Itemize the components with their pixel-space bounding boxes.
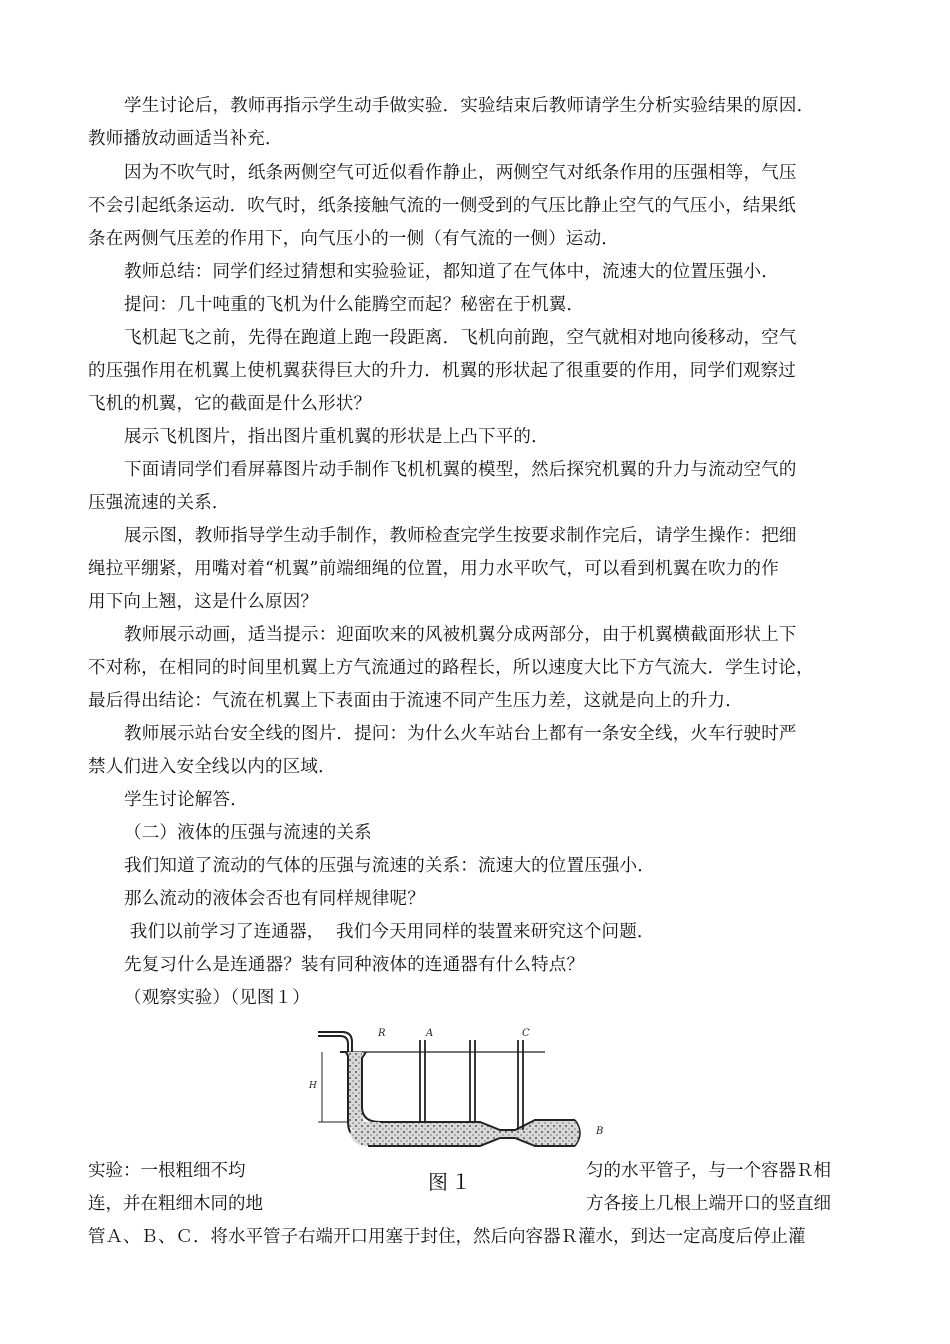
paragraph-line: 禁人们进入安全线以内的区域． [88, 757, 336, 777]
wrapped-text-left: 连，并在粗细木同的地 [88, 1194, 263, 1214]
paragraph-line: 展示图，教师指导学生动手制作，教师检查完学生按要求制作完后，请学生操作：把细 [124, 526, 797, 546]
paragraph-line: 教师展示站台安全线的图片．提问：为什么火车站台上都有一条安全线，火车行驶时严 [124, 724, 797, 744]
paragraph-line: 管Ａ、Ｂ、Ｃ．将水平管子右端开口用塞于封住，然后向容器Ｒ灌水，到达一定高度后停止灌 [88, 1227, 806, 1247]
paragraph-line: 下面请同学们看屏幕图片动手制作飞机机翼的模型，然后探究机翼的升力与流动空气的 [124, 460, 797, 480]
figure-1-connected-vessel-diagram [300, 1022, 645, 1152]
paragraph-line: 条在两侧气压差的作用下，向气压小的一侧（有气流的一侧）运动． [88, 229, 619, 249]
label-h: H [309, 1081, 317, 1091]
paragraph-line: 压强流速的关系． [88, 493, 230, 513]
paragraph-line: 用下向上翘，这是什么原因？ [88, 592, 319, 612]
paragraph-line: 我们以前学习了连通器， 我们今天用同样的装置来研究这个问题． [124, 922, 655, 942]
paragraph-line: 飞机的机翼，它的截面是什么形状？ [88, 394, 372, 414]
figure-caption: 图１ [428, 1170, 474, 1194]
paragraph-line: 教师展示动画，适当提示：迎面吹来的风被机翼分成两部分，由于机翼横截面形状上下 [124, 625, 797, 645]
label-b: B [596, 1126, 604, 1137]
paragraph-line: 先复习什么是连通器？装有同种液体的连通器有什么特点？ [124, 955, 585, 975]
wrapped-text-right: 方各接上几根上端开口的竖直细 [586, 1194, 831, 1214]
paragraph-line: 提问：几十吨重的飞机为什么能腾空而起？秘密在于机翼． [124, 295, 585, 315]
paragraph-line: 学生讨论解答． [124, 790, 248, 810]
paragraph-line: 的压强作用在机翼上使机翼获得巨大的升力．机翼的形状起了很重要的作用，同学们观察过 [88, 361, 796, 381]
paragraph-line: 绳拉平绷紧，用嘴对着“机翼”前端细绳的位置，用力水平吹气，可以看到机翼在吹力的作 [88, 559, 779, 579]
paragraph-line: 不会引起纸条运动．吹气时，纸条接触气流的一侧受到的气压比静止空气的气压小，结果纸 [88, 196, 796, 216]
paragraph-line: 因为不吹气时，纸条两侧空气可近似看作静止，两侧空气对纸条作用的压强相等，气压 [124, 163, 797, 183]
paragraph-line: 教师播放动画适当补充． [88, 129, 283, 149]
paragraph-line: 那么流动的液体会否也有同样规律呢？ [124, 889, 425, 909]
paragraph-line: 最后得出结论：气流在机翼上下表面由于流速不同产生压力差，这就是向上的升力． [88, 691, 743, 711]
paragraph-line: 飞机起飞之前，先得在跑道上跑一段距离．飞机向前跑，空气就相对地向後移动，空气 [124, 328, 797, 348]
section-heading: （二）液体的压强与流速的关系 [124, 823, 372, 843]
label-r: R [378, 1028, 386, 1039]
label-c: C [522, 1028, 530, 1039]
paragraph-line: （观察实验）（见图１） [124, 988, 310, 1008]
paragraph-line: 教师总结：同学们经过猜想和实验验证，都知道了在气体中，流速大的位置压强小． [124, 262, 779, 282]
label-a: A [426, 1028, 434, 1039]
paragraph-line: 学生讨论后，教师再指示学生动手做实验．实验结束后教师请学生分析实验结果的原因． [124, 96, 815, 116]
wrapped-text-left: 实验：一根粗细不均 [88, 1161, 246, 1181]
paragraph-line: 不对称，在相同的时间里机翼上方气流通过的路程长，所以速度大比下方气流大．学生讨论， [88, 658, 814, 678]
paragraph-line: 展示飞机图片，指出图片重机翼的形状是上凸下平的． [124, 427, 549, 447]
paragraph-line: 我们知道了流动的气体的压强与流速的关系：流速大的位置压强小． [124, 856, 655, 876]
wrapped-text-right: 匀的水平管子，与一个容器Ｒ相 [586, 1161, 831, 1181]
